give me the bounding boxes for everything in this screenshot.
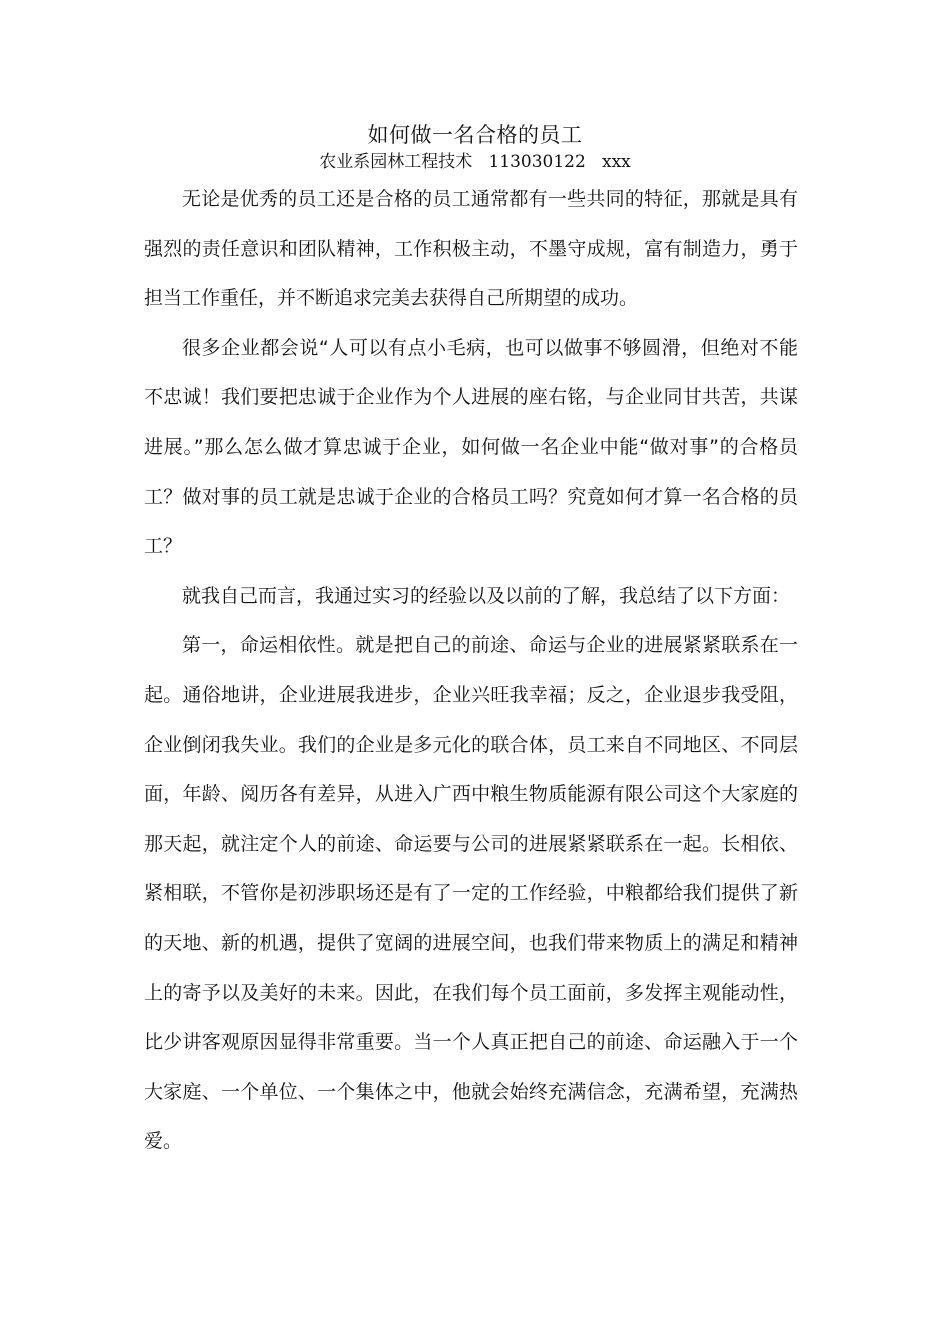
document-subtitle: 农业系园林工程技术 113030122 xxx [319, 152, 631, 172]
paragraph: 就我自己而言，我通过实习的经验以及以前的了解，我总结了以下方面： [182, 584, 791, 607]
paragraph: 无论是优秀的员工还是合格的员工通常都有一些共同的特征，那就是具有强烈的责任意识和团队精神，工作积极主动，不墨守成规，富有制造力，勇于担当工作重任，并不断追求完美去获得自己所期望的成功。 [144, 188, 798, 310]
paragraph: 第一，命运相依性。就是把自己的前途、命运与企业的进展紧紧联系在一起。通俗地讲，企业进展我进步，企业兴旺我幸福；反之，企业退步我受阻，企业倒闭我失业。我们的企业是多元化的联合体，员工来自不同地区、不同层面，年龄、阅历各有差异，从进入广西中粮生物质能源有限公司这个大家庭的那天起，就注定个人的前途、命运要与公司的进展紧紧联系在一起。长相依、紧相联，不管你是初涉职场还是有了一定的工作经验，中粮都给我们提供了新的天地、新的机遇，提供了宽阔的进展空间，也我们带来物质上的满足和精神上的寄予以及美好的未来。因此，在我们每个员工面前，多发挥主观能动性，比少讲客观原因显得非常重要。当一个人真正把自己的前途、命运融入于一个大家庭、一个单位、一个集体之中，他就会始终充满信念，充满希望，充满热爱。 [144, 634, 798, 1153]
paragraph: 很多企业都会说“人可以有点小毛病，也可以做事不够圆滑，但绝对不能不忠诚！我们要把忠诚于企业作为个人进展的座右铭，与企业同甘共苦，共谋进展。”那么怎么做才算忠诚于企业，如何做一名企业中能“做对事”的合格员工？做对事的员工就是忠诚于企业的合格员工吗？究竟如何才算一名合格的员工？ [144, 336, 798, 558]
document-body [144, 175, 798, 1167]
document-title: 如何做一名合格的员工 [367, 123, 583, 147]
